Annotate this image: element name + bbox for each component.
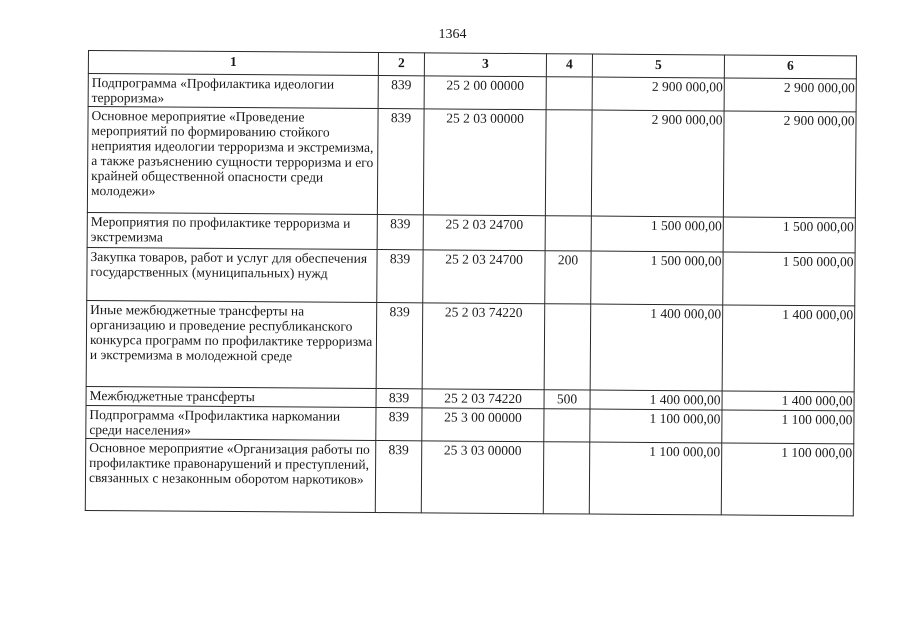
row-name-cell: Иные межбюджетные трансферты на организацию и проведение республиканского конкурса программ по профилактике терроризма и экстремизма в молодежной среде [86,300,377,388]
row-sum1-cell: 2 900 000,00 [592,77,724,111]
table-row [86,300,855,391]
table-row [85,438,853,515]
row-kvr-cell [544,304,591,390]
row-code-cell: 839 [377,109,424,215]
row-kvr-cell [544,409,590,442]
column-header: 6 [724,55,856,79]
table-row [87,247,855,305]
row-name-cell: Основное мероприятие «Организация работы по профилактике правонарушений и преступлений, связанных с незаконным оборотом наркотиков» [85,438,375,512]
row-kvr-cell [543,442,590,514]
row-sum2-cell: 1 500 000,00 [723,217,855,253]
row-ksr-cell: 25 3 03 00000 [421,441,543,514]
column-header: 5 [592,54,724,78]
row-kvr-cell: 200 [545,251,591,304]
row-code-cell: 839 [377,215,423,250]
row-kvr-cell: 500 [544,390,590,409]
row-name-cell: Основное мероприятие «Проведение мероприятий по формированию стойкого неприятия идеологии терроризма и экстремизма, а также разъяснению сущности терроризма и его крайней общественной опасности среди молодежи» [87,107,378,215]
row-sum2-cell: 1 100 000,00 [721,443,853,516]
budget-table [85,50,857,516]
row-name-cell: Закупка товаров, работ и услуг для обеспечения государственных (муниципальных) нужд [87,247,377,302]
row-sum2-cell: 1 400 000,00 [722,391,854,411]
row-ksr-cell: 25 2 03 24700 [423,215,545,251]
row-sum1-cell: 2 900 000,00 [591,110,724,217]
row-name-cell: Мероприятия по профилактике терроризма и экстремизма [87,212,377,249]
row-sum1-cell: 1 400 000,00 [590,304,723,391]
row-ksr-cell: 25 2 00 00000 [424,76,546,110]
row-ksr-cell: 25 3 00 00000 [422,408,544,442]
row-code-cell: 839 [377,250,423,303]
row-sum2-cell: 1 400 000,00 [722,305,855,392]
column-header: 4 [546,54,592,77]
row-code-cell: 839 [376,389,422,408]
table-row [87,212,855,252]
row-sum1-cell: 1 500 000,00 [591,216,723,252]
row-sum2-cell: 2 900 000,00 [723,111,856,218]
row-sum1-cell: 1 500 000,00 [591,251,723,305]
column-header: 1 [88,51,378,76]
row-code-cell: 839 [376,303,423,389]
row-code-cell: 839 [376,408,422,441]
row-sum2-cell: 1 500 000,00 [723,252,855,306]
row-sum1-cell: 1 100 000,00 [589,442,721,515]
row-sum1-cell: 1 400 000,00 [590,390,722,410]
row-ksr-cell: 25 2 03 74220 [422,303,545,390]
row-name-cell: Межбюджетные трансферты [86,386,376,407]
row-kvr-cell [546,77,592,110]
row-ksr-cell: 25 2 03 24700 [423,250,545,304]
row-sum2-cell: 1 100 000,00 [722,410,854,444]
page-number: 1364 [438,27,467,42]
row-name-cell: Подпрограмма «Профилактика идеологии терроризма» [88,74,378,109]
row-sum2-cell: 2 900 000,00 [724,78,856,112]
table-row [88,74,856,112]
row-ksr-cell: 25 2 03 74220 [422,389,544,409]
column-header: 3 [424,53,546,77]
row-sum1-cell: 1 100 000,00 [590,409,722,443]
row-ksr-cell: 25 2 03 00000 [423,109,546,216]
row-code-cell: 839 [378,76,424,109]
row-kvr-cell [545,216,591,251]
table-row [87,107,856,218]
row-code-cell: 839 [375,441,422,513]
column-header: 2 [378,53,424,76]
row-kvr-cell [545,110,592,216]
row-name-cell: Подпрограмма «Профилактика наркомании среди населения» [86,405,376,440]
table-row [86,405,854,443]
